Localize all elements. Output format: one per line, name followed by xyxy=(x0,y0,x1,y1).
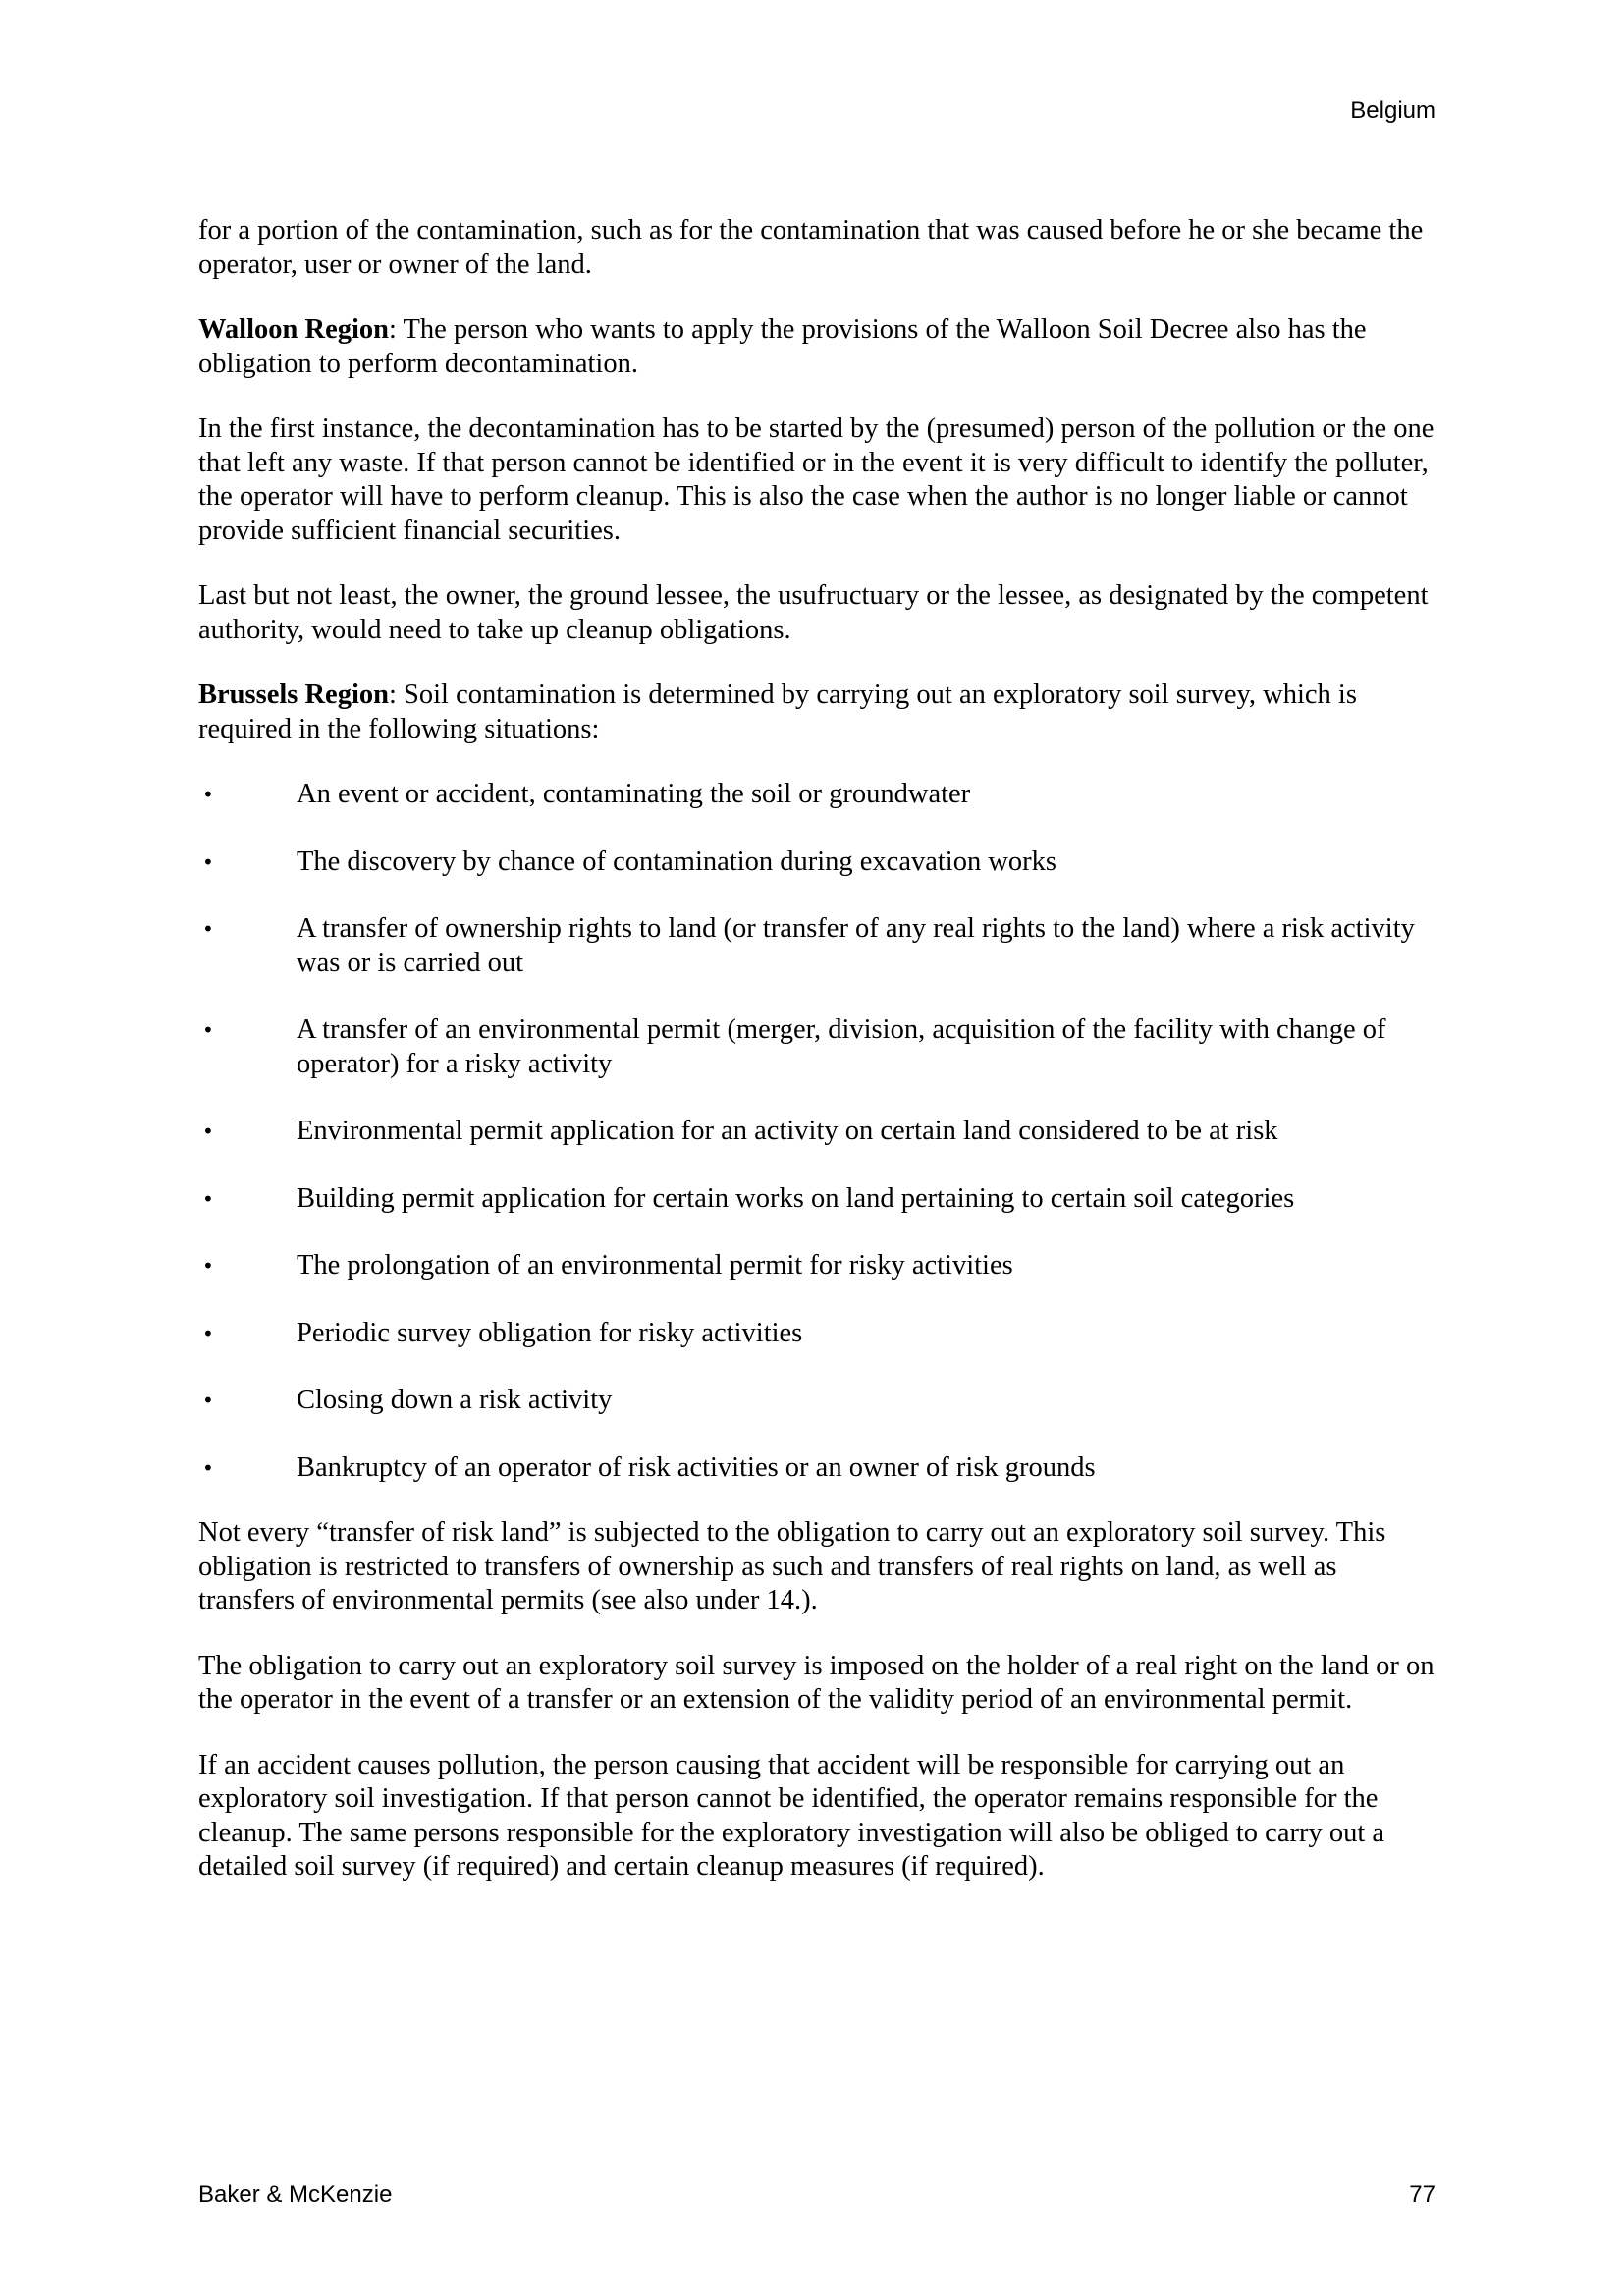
bullet-icon: • xyxy=(202,1186,214,1211)
list-item xyxy=(198,1013,1439,1081)
list-item-text: Environmental permit application for an activity on certain land considered to be at risk xyxy=(297,1116,1278,1146)
list-item xyxy=(198,1451,1439,1486)
list-item xyxy=(198,912,1439,980)
list-item xyxy=(198,1115,1439,1149)
list-item-text: Bankruptcy of an operator of risk activities or an owner of risk grounds xyxy=(297,1451,1096,1483)
list-item-text: An event or accident, contaminating the soil or groundwater xyxy=(297,779,971,809)
list-item xyxy=(198,1182,1439,1217)
list-item-text: Building permit application for certain works on land pertaining to certain soil categories xyxy=(297,1182,1295,1214)
paragraph-last-but-not-least: Last but not least, the owner, the ground lessee, the usufructuary or the lessee, as designated by the competent authority, would need to take up cleanup obligations. xyxy=(198,580,1429,645)
list-item xyxy=(198,1384,1439,1418)
list-item xyxy=(198,778,1439,812)
list-item-text: Closing down a risk activity xyxy=(297,1385,613,1415)
list-item xyxy=(198,846,1439,880)
paragraph-continuation: for a portion of the contamination, such as for the contamination that was caused before he or she became the operator, user or owner of the land. xyxy=(198,215,1424,280)
bullet-icon: • xyxy=(202,1321,214,1345)
paragraph-transfer-of-risk-land: Not every “transfer of risk land” is subjected to the obligation to carry out an exploratory soil survey. This obligation is restricted to transfers of ownership as such and transfers of real rights on land, as well as transfers of environmental permits (see also under 14.). xyxy=(198,1517,1386,1615)
list-item-text: A transfer of an environmental permit (merger, division, acquisition of the facility with change of operator) for a risky activity xyxy=(297,1014,1386,1079)
bullet-icon: • xyxy=(202,849,214,874)
running-header: Belgium xyxy=(1350,97,1435,124)
brussels-region-heading: Brussels Region xyxy=(198,680,389,710)
paragraph-obligation-holder: The obligation to carry out an exploratory soil survey is imposed on the holder of a real right on the land or on the operator in the event of a transfer or an extension of the validity period of an environmental permit. xyxy=(198,1650,1435,1715)
situations-list xyxy=(198,778,1439,1485)
walloon-region-text: : The person who wants to apply the provisions of the Walloon Soil Decree also has the obligation to perform decontamination. xyxy=(198,314,1367,379)
paragraph-brussels-region xyxy=(198,679,1439,746)
list-item-text: The prolongation of an environmental permit for risky activities xyxy=(297,1250,1013,1281)
brussels-region-text: : Soil contamination is determined by carrying out an exploratory soil survey, which is required in the following situations: xyxy=(198,680,1357,744)
list-item-text: A transfer of ownership rights to land (or transfer of any real rights to the land) where a risk activity was or is carried out xyxy=(297,913,1415,978)
bullet-icon: • xyxy=(202,783,214,806)
page-number: 77 xyxy=(1409,2181,1435,2208)
bullet-icon: • xyxy=(202,1018,214,1042)
bullet-icon: • xyxy=(202,1389,214,1412)
list-item-text: The discovery by chance of contamination during excavation works xyxy=(297,846,1056,877)
bullet-icon: • xyxy=(202,1455,214,1480)
list-item xyxy=(198,1249,1439,1284)
walloon-region-heading: Walloon Region xyxy=(198,314,389,345)
paragraph-walloon-region xyxy=(198,313,1439,381)
list-item xyxy=(198,1317,1439,1351)
page-body xyxy=(198,214,1439,1916)
paragraph-first-instance: In the first instance, the decontamination has to be started by the (presumed) person of the pollution or the one that left any waste. If that person cannot be identified or in the event it is very difficult to identify the polluter, the operator will have to perform cleanup. This is also the case when the author is no longer liable or cannot provide sufficient financial securities. xyxy=(198,413,1435,546)
bullet-icon: • xyxy=(202,1254,214,1278)
footer-firm-name: Baker & McKenzie xyxy=(198,2181,393,2208)
bullet-icon: • xyxy=(202,1120,214,1143)
bullet-icon: • xyxy=(202,917,214,941)
list-item-text: Periodic survey obligation for risky activities xyxy=(297,1317,803,1348)
paragraph-accident-pollution: If an accident causes pollution, the person causing that accident will be responsible for carrying out an exploratory soil investigation. If that person cannot be identified, the operator remains responsible for the cleanup. The same persons responsible for the exploratory investigation will also be obliged to carry out a detailed soil survey (if required) and certain cleanup measures (if required). xyxy=(198,1749,1385,1882)
